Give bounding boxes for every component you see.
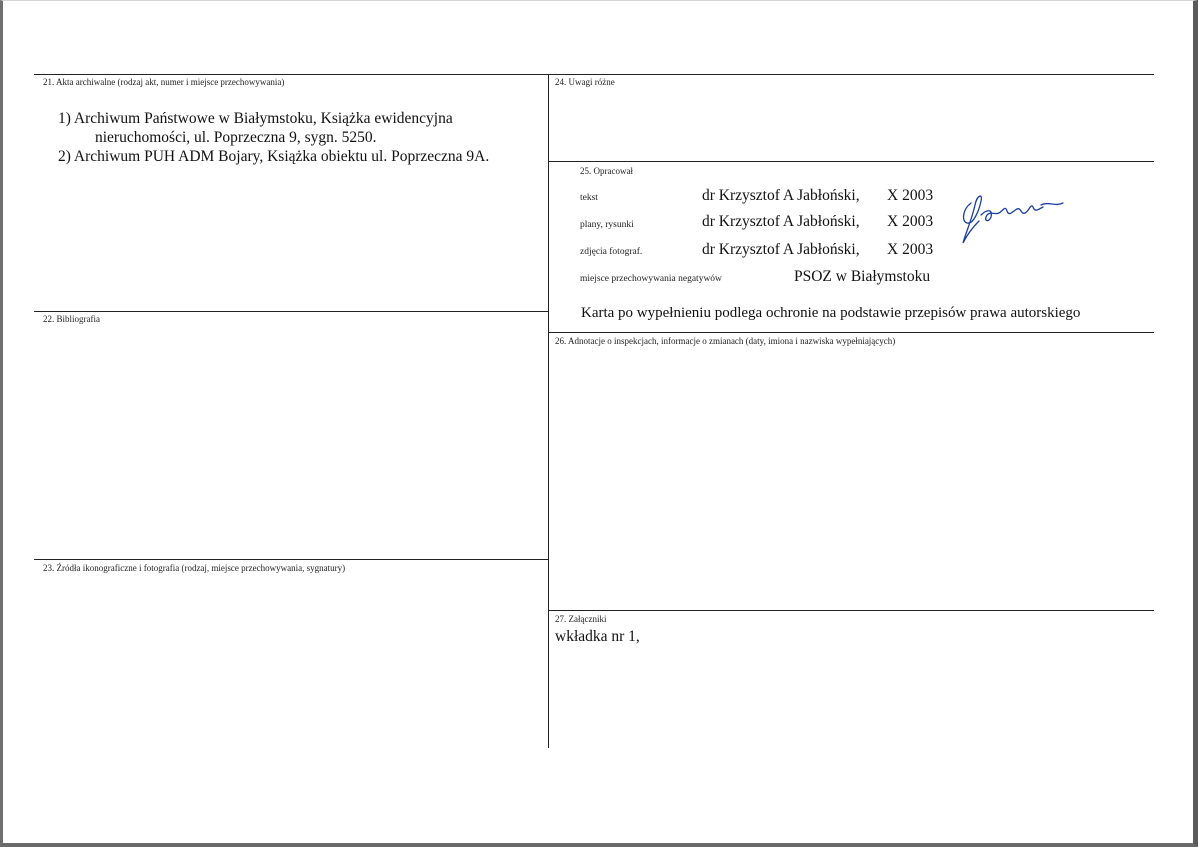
signature-image	[957, 191, 1067, 251]
prepared-label-text: tekst	[580, 193, 598, 203]
prepared-author-plans: dr Krzysztof A Jabłoński,	[702, 213, 860, 230]
archive-item-1-cont: nieruchomości, ul. Poprzeczna 9, sygn. 5250.	[95, 129, 377, 146]
section-25-label: 25. Opracował	[580, 166, 633, 176]
center-divider	[548, 74, 549, 748]
section-27-label: 27. Załączniki	[555, 614, 607, 624]
negatives-label: miejsce przechowywania negatywów	[580, 274, 722, 284]
section-23-label: 23. Źródła ikonograficzne i fotografia (rodzaj, miejsce przechowywania, sygnatury)	[43, 563, 346, 573]
prepared-date-photos: X 2003	[887, 241, 934, 258]
negatives-value: PSOZ w Białymstoku	[794, 268, 931, 285]
archive-item-1: 1) Archiwum Państwowe w Białymstoku, Książka ewidencyjna	[58, 110, 453, 127]
prepared-label-plans: plany, rysunki	[580, 220, 634, 230]
section-21-label: 21. Akta archiwalne (rodzaj akt, numer i miejsce przechowywania)	[43, 77, 285, 87]
copyright-note: Karta po wypełnieniu podlega ochronie na podstawie przepisów prawa autorskiego	[581, 305, 1081, 321]
rule-right-25	[548, 161, 1154, 162]
section-22-label: 22. Bibliografia	[43, 314, 100, 324]
attachments-value: wkładka nr 1,	[555, 628, 640, 645]
archive-item-2: 2) Archiwum PUH ADM Bojary, Książka obiektu ul. Poprzeczna 9A.	[58, 148, 490, 165]
section-24-label: 24. Uwagi różne	[555, 77, 615, 87]
prepared-date-text: X 2003	[887, 187, 934, 204]
top-rule	[34, 74, 1154, 75]
prepared-date-plans: X 2003	[887, 213, 934, 230]
prepared-author-text: dr Krzysztof A Jabłoński,	[702, 187, 860, 204]
rule-left-23	[34, 559, 549, 560]
prepared-author-photos: dr Krzysztof A Jabłoński,	[702, 241, 860, 258]
section-26-label: 26. Adnotacje o inspekcjach, informacje o zmianach (daty, imiona i nazwiska wypełniających)	[555, 336, 896, 346]
rule-left-22	[34, 311, 549, 312]
rule-right-26	[548, 332, 1154, 333]
rule-right-27	[548, 610, 1154, 611]
prepared-label-photos: zdjęcia fotograf.	[580, 247, 643, 257]
